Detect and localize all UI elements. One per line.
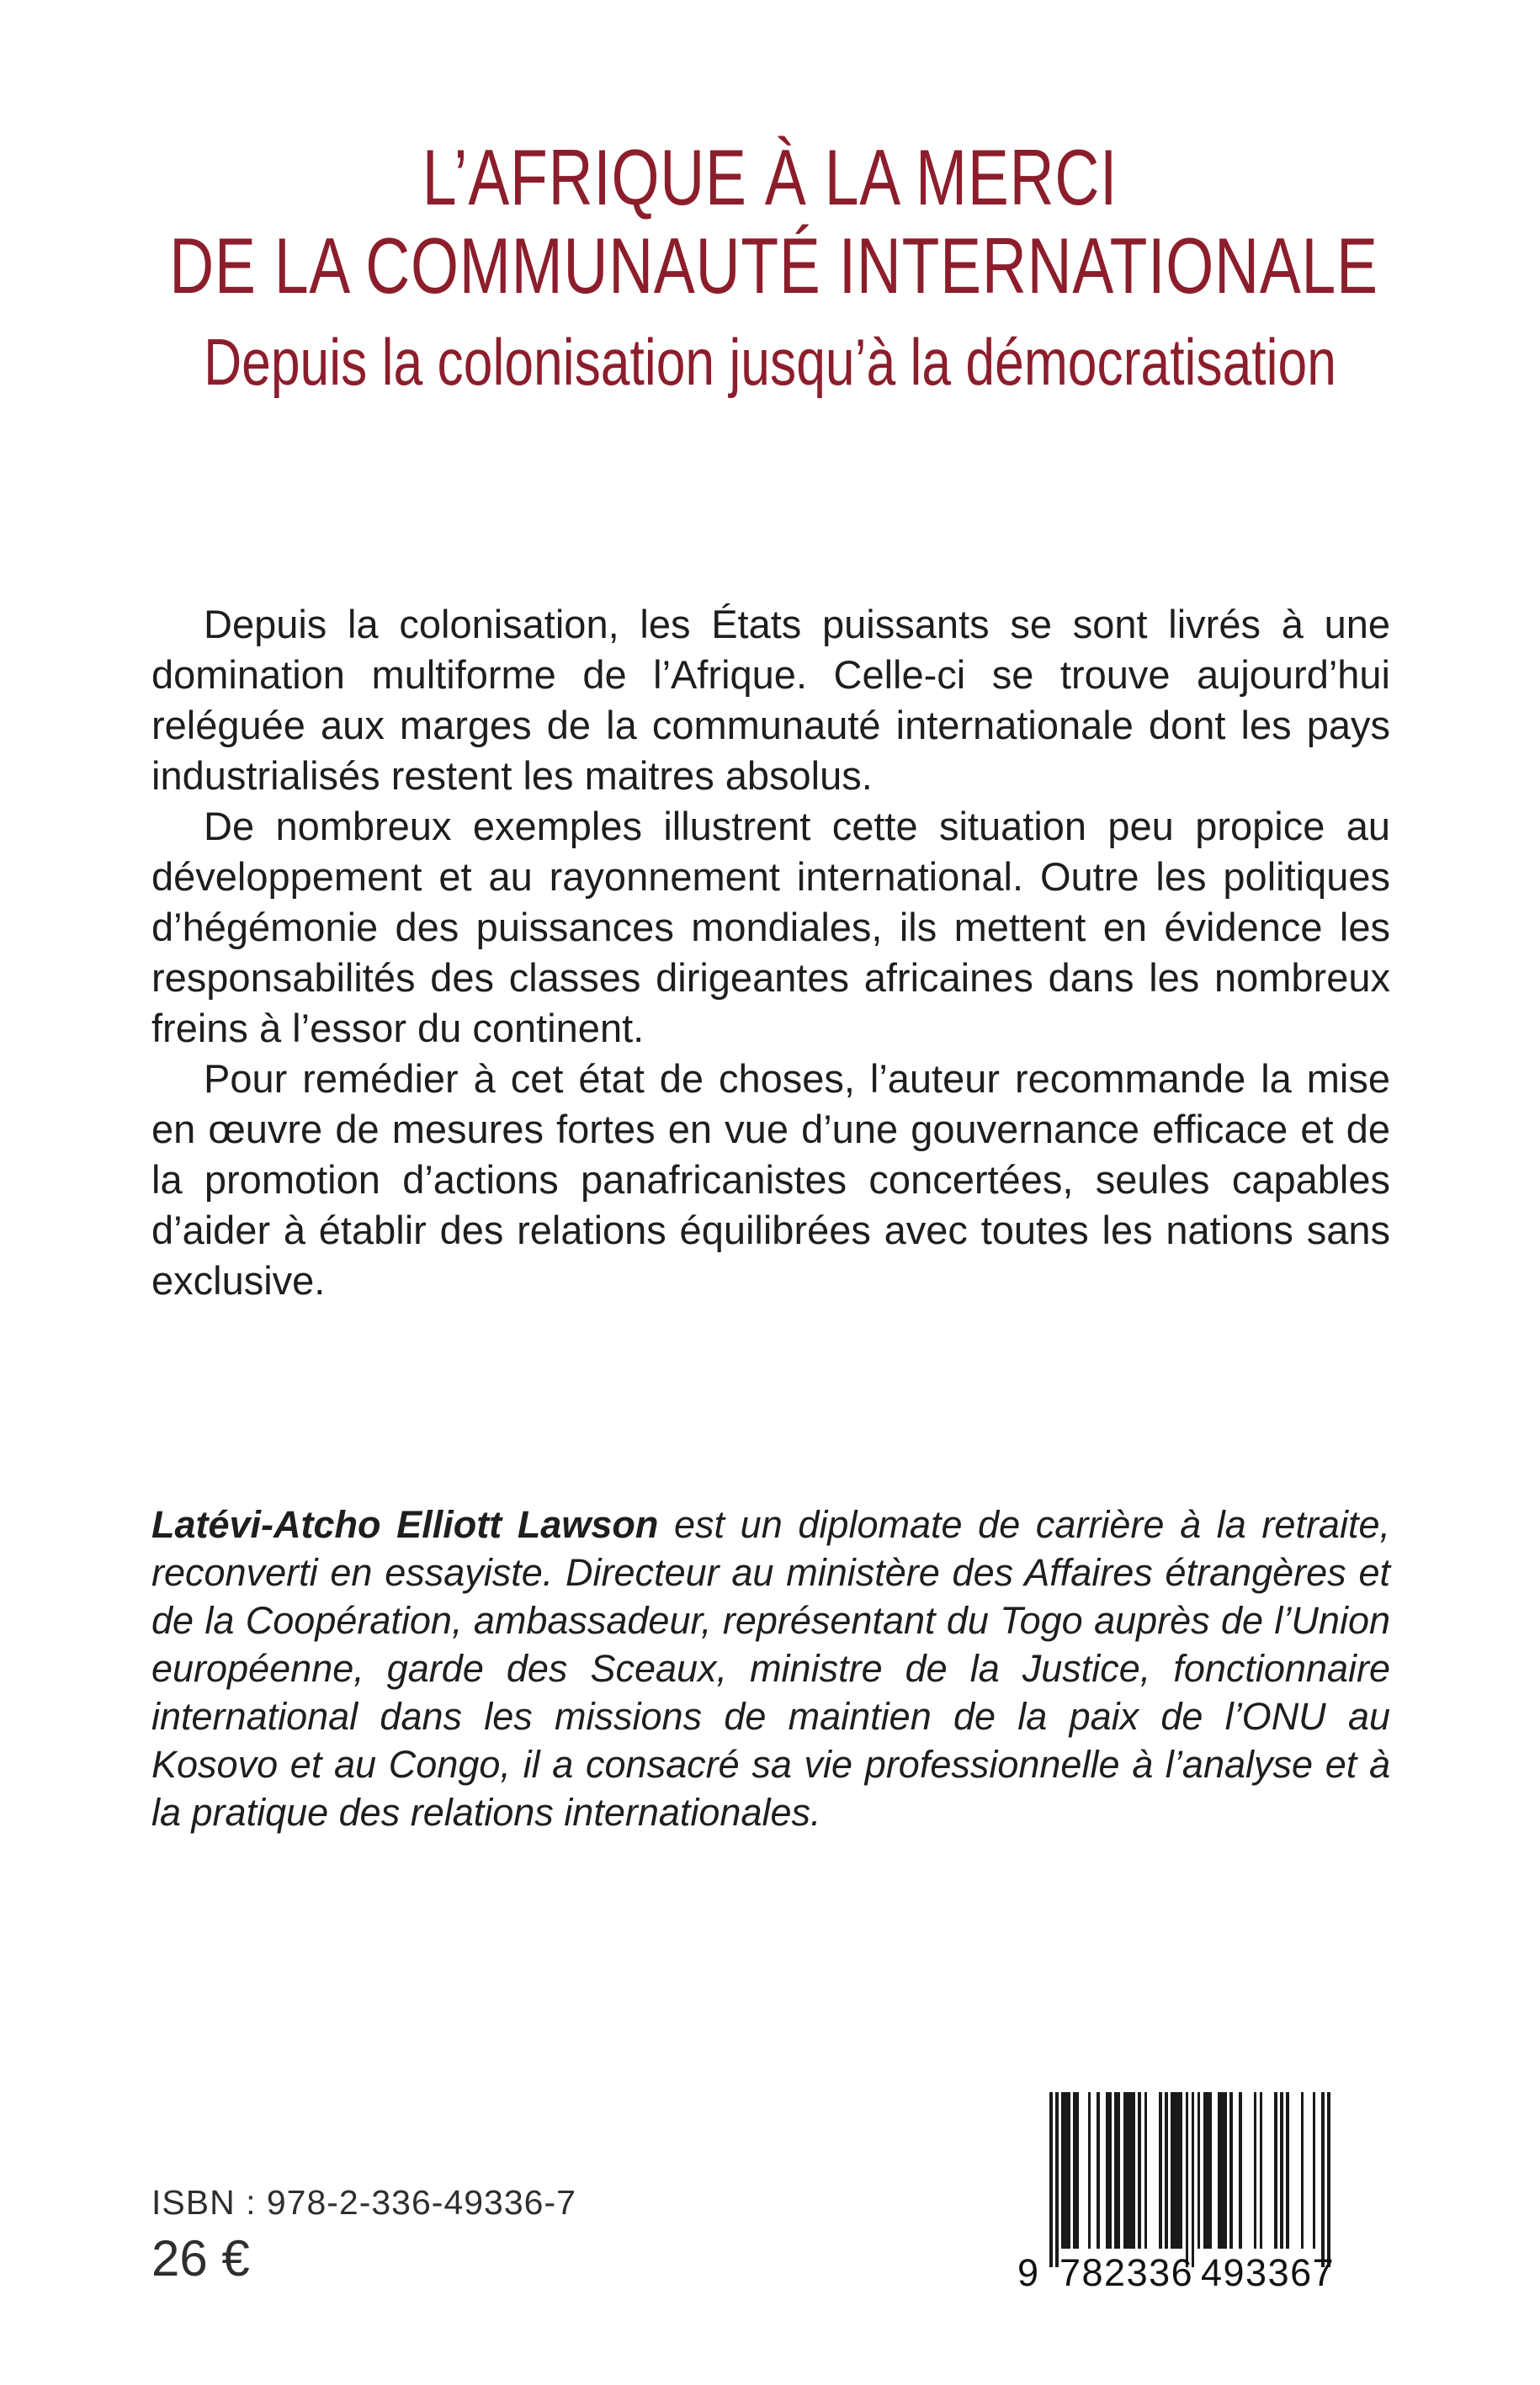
author-bio-block <box>151 1501 1390 1836</box>
barcode-lead-digit: 9 <box>1017 2251 1040 2294</box>
barcode-digits-group2: 493367 <box>1201 2251 1336 2294</box>
ean13-barcode <box>1017 2092 1336 2294</box>
book-title-line-2: DE LA COMMUNAUTÉ INTERNATIONALE <box>169 221 1378 310</box>
barcode-digits-group1: 782336 <box>1059 2251 1194 2294</box>
isbn-text: ISBN : 978-2-336-49336-7 <box>151 2183 576 2222</box>
author-bio-text: est un diplomate de carrière à la retraite, reconverti en essayiste. Directeur au ministère des Affaires étrangères et de la Coopération, ambassadeur, représentant du Togo auprès de l’Union européenne, garde des Sceaux, ministre de la Justice, fonctionnaire international dans les missions de maintien de la paix de l’ONU au Kosovo et au Congo, il a consacré sa vie professionnelle à l’analyse et à la pratique des relations internationales. <box>151 1503 1390 1834</box>
ean13-barcode-bars <box>1049 2092 1330 2267</box>
synopsis-paragraph-1: Depuis la colonisation, les États puissants se sont livrés à une domination multiforme de l’Afrique. Celle-ci se trouve aujourd’hui reléguée aux marges de la communauté internationale dont les pays industrialisés restent les maitres absolus. <box>151 602 1390 798</box>
synopsis-paragraph-2: De nombreux exemples illustrent cette situation peu propice au développement et au rayonnement international. Outre les politiques d’hégémonie des puissances mondiales, ils mettent en évidence les responsabilités des classes dirigeantes africaines dans les nombreux freins à l’essor du continent. <box>151 804 1390 1050</box>
author-name: Latévi-Atcho Elliott Lawson <box>151 1503 659 1546</box>
synopsis-block <box>151 599 1390 1306</box>
book-subtitle: Depuis la colonisation jusqu’à la démocratisation <box>204 325 1336 399</box>
barcode-bar <box>1327 2092 1330 2267</box>
author-bio-paragraph <box>151 1501 1390 1836</box>
synopsis-paragraph-3: Pour remédier à cet état de choses, l’auteur recommande la mise en œuvre de mesures fortes en vue d’une gouvernance efficace et de la promotion d’actions panafricanistes concertées, seules capables d’aider à établir des relations équilibrées avec toutes les nations sans exclusive. <box>151 1056 1390 1303</box>
price-text: 26 € <box>151 2230 250 2287</box>
title-block <box>0 133 1540 402</box>
book-title-line-1: L’AFRIQUE À LA MERCI <box>422 133 1118 221</box>
